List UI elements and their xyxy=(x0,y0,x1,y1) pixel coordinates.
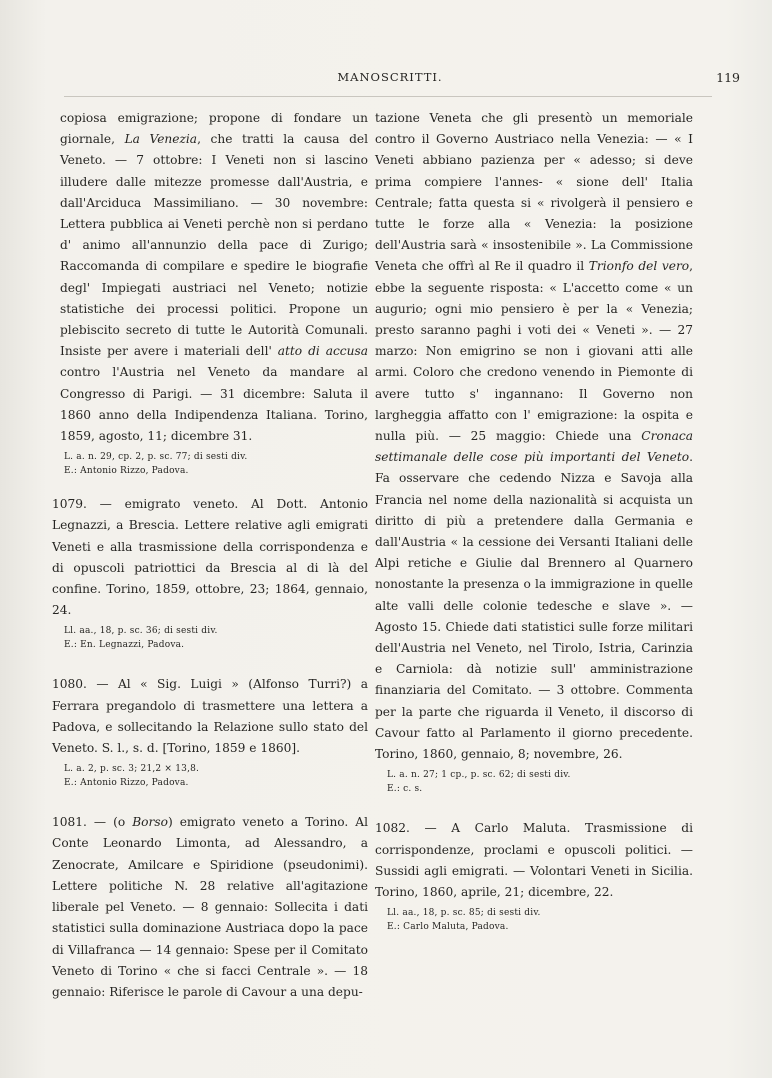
note-line: E.: Antonio Rizzo, Padova. xyxy=(64,465,189,476)
italic-title: Trionfo del vero xyxy=(588,259,690,274)
newspaper-title: La Venezia xyxy=(124,132,198,147)
text-segment: copiosa emigrazione; propone di fondare un giornale, xyxy=(60,111,368,147)
note-line: L. a. n. 29, cp. 2, p. sc. 77; di sesti div. xyxy=(64,452,248,463)
source-note xyxy=(64,763,368,790)
note-line: E.: Carlo Maluta, Padova. xyxy=(387,921,509,932)
text-segment: 1081. — (o xyxy=(52,815,133,830)
text-segment: ) emigrato veneto a Torino. Al Conte Leonardo Limonta, ad Alessandro, a Zenocrate, Amilcare e Spiridione (pseudonimi). Lettere politiche N. 28 relative all'agitazione liberale pel Veneto. — 8 gennaio: Sollecita i dati statistici sulla dominazione Austriaca dopo la pace di Villafranca — 14 gennaio: Spese per il Comitato Veneto di Torino « che si facci Centrale ». — 18 gennaio: Riferisce le parole di Cavour a una depu- xyxy=(52,815,369,999)
page-number: 119 xyxy=(716,70,740,85)
text-segment: . Fa osservare che cedendo Nizza e Savoja alla Francia nel nome della nazionalità si acquista un diritto di più a pretendere dalla Germania e dall'Austria « la cessione dei Versanti Italiani delle Alpi retiche e Giulie dal Brennero al Quarnero nonostante la presenza o la immigrazione in quelle alte valli delle colonie tedesche e slave ». — Agosto 15. Chiede dati statistici sulle forze militari dell'Austria nel Veneto, nel Tirolo, Istria, Carinzia e Carniola: dà notizie sull' amministrazione finanziaria del Comitato. — 3 ottobre. Commenta per la parte che riguarda il Veneto, il discorso di Cavour fatto al Parlamento il giorno precedente. Torino, 1860, gennaio, 8; novembre, 26. xyxy=(375,450,693,762)
source-note xyxy=(387,907,693,934)
italic-title: Cronaca settimanale delle cose più importanti del Veneto xyxy=(375,429,693,465)
left-column xyxy=(52,108,368,1003)
note-line: E.: Antonio Rizzo, Padova. xyxy=(64,777,189,788)
entry-1080 xyxy=(52,674,368,790)
entry-text: 1080. — Al « Sig. Luigi » (Alfonso Turri?) a Ferrara pregandolo di trasmettere una lettera a Padova, e sollecitando la Relazione sullo stato del Veneto. S. l., s. d. [Torino, 1859 e 1860]. xyxy=(52,677,368,756)
source-note xyxy=(64,625,368,652)
note-line: E.: c. s. xyxy=(387,783,423,794)
source-note xyxy=(64,451,368,478)
italic-name: Borso xyxy=(132,815,168,830)
text-segment: , che tratti la causa del Veneto. — 7 ottobre: I Veneti non si lascino illudere dalle mitezze promesse dall'Austria, e dall'Arciduca Massimiliano. — 30 novembre: Lettera pubblica ai Veneti perchè non si perdano d' animo all'annunzio della pace di Zurigo; Raccomanda di compilare e spedire le biografie degl' Impiegati austriaci nel Veneto; notizie statistiche dei processi politici. Propone un plebiscito secreto di tutte le Autorità Comunali. Insiste per avere i materiali dell' xyxy=(60,132,368,359)
right-column xyxy=(375,108,693,934)
text-segment: contro l'Austria nel Veneto da mandare al Congresso di Parigi. — 31 dicembre: Saluta il 1860 anno della Indipendenza Italiana. Torino, 1859, agosto, 11; dicembre 31. xyxy=(60,365,368,444)
note-line: L. a. 2, p. sc. 3; 21,2 × 13,8. xyxy=(64,764,200,775)
note-line: L. a. n. 27; 1 cp., p. sc. 62; di sesti div. xyxy=(387,770,571,781)
entry-continuation-1081 xyxy=(375,108,693,796)
entry-text xyxy=(52,812,368,1003)
text-segment: , ebbe la seguente risposta: « L'accetto come « un augurio; ogni mio pensiero è per la « Venezia; presto saranno paghi i voti dei « Veneti ». — 27 marzo: Non emigrino se non i giovani atti alle armi. Coloro che credono venendo in Piemonte di avere tutto s' ingannano: Il Governo non largheggia affatto con l' emigrazione: la ospita e nulla più. — 25 maggio: Chiede una xyxy=(375,259,693,444)
entry-continuation-1078 xyxy=(52,108,368,478)
italic-term: atto di accusa xyxy=(277,344,368,359)
entry-1081 xyxy=(52,812,368,1003)
text-segment: tazione Veneta che gli presentò un memoriale contro il Governo Austriaco nella Venezia: — « I Veneti abbiano pazienza per « adesso; si deve prima compiere l'annes- « sione dell' Italia Centrale; fatta questa si « rivolgerà il pensiero e tutte le forze alla « Venezia: la posizione dell'Austria sarà « insostenibile ». La Commissione Veneta che offrì al Re il quadro il xyxy=(375,111,693,274)
entry-text: 1079. — emigrato veneto. Al Dott. Antonio Legnazzi, a Brescia. Lettere relative agli emigrati Veneti e alla trasmissione della corrispondenza e di opuscoli patriottici da Brescia al di là del confine. Torino, 1859, ottobre, 23; 1864, gennaio, 24. xyxy=(52,497,368,618)
entry-text xyxy=(375,108,693,765)
header-rule xyxy=(64,96,712,97)
note-line: Ll. aa., 18, p. sc. 85; di sesti div. xyxy=(387,908,541,919)
page-header xyxy=(40,70,740,92)
note-line: E.: En. Legnazzi, Padova. xyxy=(64,639,185,650)
running-title: MANOSCRITTI. xyxy=(337,70,443,84)
source-note xyxy=(387,769,693,796)
note-line: Ll. aa., 18, p. sc. 36; di sesti div. xyxy=(64,626,218,637)
entry-1082 xyxy=(375,818,693,934)
entry-text: 1082. — A Carlo Maluta. Trasmissione di corrispondenze, proclami e opuscoli politici. — Sussidi agli emigrati. — Volontari Veneti in Sicilia. Torino, 1860, aprile, 21; dicembre, 22. xyxy=(375,821,693,899)
entry-text xyxy=(52,108,368,447)
entry-1079 xyxy=(52,494,368,652)
